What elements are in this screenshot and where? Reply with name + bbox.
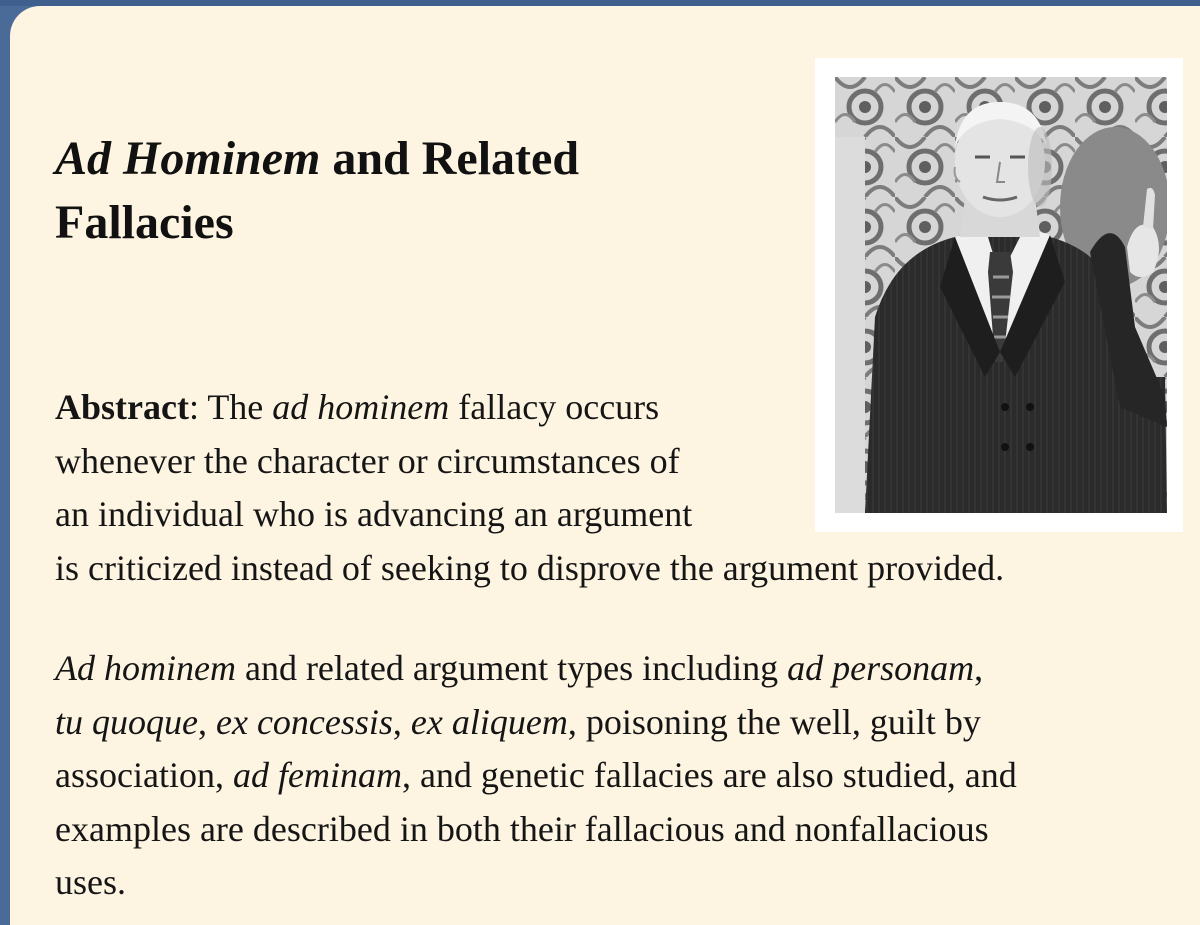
title-line2: Fallacies — [55, 196, 234, 249]
text-segment: , — [197, 701, 216, 742]
text-segment: uses. — [55, 862, 126, 902]
abstract-line2: whenever the character or circumstances of — [55, 440, 680, 481]
text-segment: examples are described in both their fallacious and nonfallacious — [55, 808, 989, 849]
text-segment: , and genetic fallacies are also studied, and — [401, 755, 1017, 795]
title-italic: Ad Hominem — [55, 132, 321, 185]
text-segment: and related argument types including — [235, 648, 788, 688]
term-ad-hominem: Ad hominem — [55, 648, 236, 688]
article-panel — [10, 6, 1200, 925]
article-title — [55, 127, 755, 255]
abstract-colon: : The — [188, 387, 273, 427]
abstract-line4: is criticized instead of seeking to disprove the argument provided. — [55, 547, 1005, 588]
abstract-term: ad hominem — [272, 387, 450, 427]
text-segment: , — [392, 701, 411, 742]
title-rest: and Related — [320, 132, 580, 185]
term-ex-aliquem: ex aliquem — [410, 701, 568, 742]
abstract-paragraph — [55, 381, 1195, 595]
body-paragraph — [55, 642, 1195, 910]
term-ad-feminam: ad feminam — [232, 755, 402, 795]
term-ex-concessis: ex concessis — [215, 701, 393, 742]
abstract-label: Abstract — [55, 387, 189, 427]
abstract-line1-rest: fallacy occurs — [449, 387, 660, 427]
term-tu-quoque: tu quoque — [55, 701, 198, 742]
text-segment: association, — [55, 755, 233, 795]
term-ad-personam: ad personam — [787, 648, 975, 688]
abstract-line3: an individual who is advancing an argument — [55, 494, 693, 534]
text-segment: , poisoning the well, guilt by — [567, 701, 981, 742]
text-segment: , — [974, 648, 984, 688]
